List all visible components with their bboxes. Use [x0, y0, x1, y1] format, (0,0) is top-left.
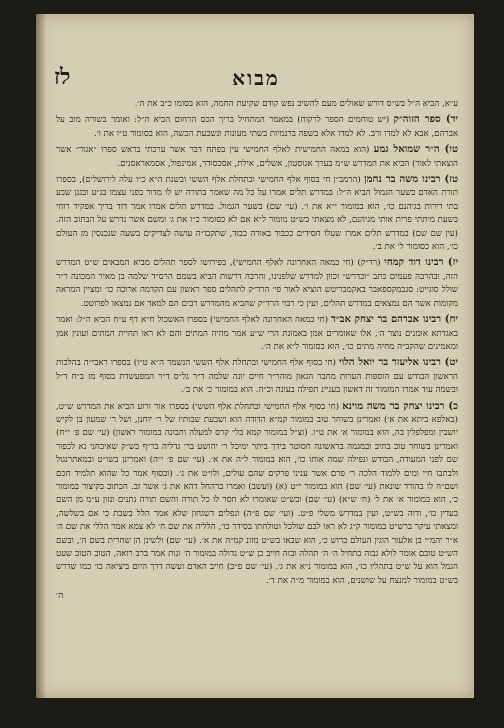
entry-heading: יח) רבינו אברהם בר יצחק אב״ד [331, 314, 458, 326]
entry-19 [56, 356, 458, 397]
entry-20 [56, 400, 458, 589]
entry-heading: כ) רבינו יצחק בר משה מוינא [342, 400, 458, 412]
entry-text: ע״א, הביא ה״ל בש״ס דורש שאולים מעם להשיב נפש קודם שקיעת החמה, הוא בסומו כ״ב את ה׳. [134, 99, 458, 109]
entry-18 [56, 313, 458, 354]
entry-text: (יש טוחמים הספר לרקוח) במאמר המתחיל בריך הכס הרחום הביא ה״ל: ואומר בשורה מוב על אברהם, אבא לא למדו ורב. לא למדו אלא בשפה ברנמיות בשתי מעונות ונשבעת הכשה, הוא בסומור ט״ו את ו׳. [56, 115, 458, 139]
entry-continuation [56, 98, 458, 111]
entry-heading: יד) ספר הזוה״ק [393, 114, 459, 126]
entry-heading: טו) ה״ר שמואל גמע [373, 144, 459, 156]
entry-text: (רד״ק) (חי במאה האחרונה לאלף החמישי), בפירושו לספר תהלים מביא המבאים ש״ט המדרש הזה, ובהרבה פעמים כתב ״ובדרש״ וכוון למדרש שלפנינו, והרבה דרשות הביא בשמם הרס״ד שלמה בן מאיר המכונה ר״ר שולל סוגייט: סגבמקספאבר באקמבריטש הוציא לאור פי׳ הרד״ק לתהלים ספר ראשון עם הקדמה ארוכה כו׳ ומציין המראה מקומות אשר הם נמצאים במדרש תהלים, ועין כי רבוי הרד״ק שהביא מהמדרש רבים הם למאד אם נמצאו לפרוטט. [56, 258, 458, 309]
entry-heading: יז) רבינו דוד קמחי [384, 257, 459, 269]
entry-16 [56, 173, 458, 254]
entry-14 [56, 113, 458, 141]
entry-heading: יט) רבינו אליעזר בר יואל הלוי [338, 357, 459, 369]
entry-text: (הוא במאה החמישית לאלף החמישי עין בפתח דבר אשר ערכתי בראש ספרו ״אגור״ אשר הוצאתי לאור) הביא את המדרש ש״מ בערך אגוסטון, אשלים, אילת, אסכסודר, אמינפול, אסמאראסנים. [56, 145, 458, 169]
page-number: לז [54, 64, 71, 90]
entry-text: (חי בסוף אלף החמישי ובתחלת אלף הששי) בספרו אור זרוע הביא את המדרש ש״ט, (באלפא ביתא את א׳) ואמרינן בשוחר טוב במומור קמ״א הדודה הוא ושבעת שבותיו של ר׳ יוחנן, ושל ר׳ שמעון בן לקיש יושבין ומפלפלין בה, הוא במומור א׳ את ט״ו. (וצ״ל במומור קמא בל״ קרס למעלה והבונה במומור ראשון) (עי׳ שם פ׳ י״ח) ואמרינן בשוחר טוב בתיב ובמגמה בראשונה חסוטר בידך ביתר ימיכל ר׳ יהושע בר׳ גדליה בר״ף בש״ק שאיכחני נא לכפור שם לפני המעודה, הבודש ונפילה שמה אותו כו׳, הוא במומור ל״ה את א׳. (עי׳ שם פ׳ י״ה) ואמרינן בשו״ט ובמאתרנגול ולבתבו חיי ומים ללמוד הלכה ר׳ פרם אשר עניני פרקים שהם עולים, ולו״ט את ג׳. (ובסוף אמר כל שהוא תלמיד חכם ושם״ה לו בהורד שונאת (עי׳ שם) הוא במומור י״ט (א) (ועשב) ואמרו ברהחל דהא את ג׳ אשר זב. הכתוב בקיצור במומור כ׳, הוא במומור א׳ את ל׳ (ח׳ ש״א) (עי׳ שם) ובש״ט שאומרו לא חסר לו כל תורה והשם תורה נתנים ונזון ע״מ מן השם בעדין כו׳, ודוה בש״ט, ועין במדרש משלי פ״ט. (ועי׳ שם פ״ה) ונפלים דשגחון שלא אמר הלל בשבת כי אם בשלשה, ומצאתי עיקר ברש״ט במומור ק״ג לא ראו לבם שולכל וטולחתו בסידר כו׳, הלליה את שם ח׳ לא צמא אמר הללי את שם ה׳ א״ר יהמ״י בן אלעזר הוגין העולם ברוש כ׳, הוא שבאו בש״ט מזונ קמ״ה את א׳. (עי׳ שם) ולשינן הן שחרית בשם ה׳, ובשם הש״ט טובם אומר לולא גבוה בתחיל ה׳ ה׳ תהלה ובזה חייב כן ש״ט גדולה במומור ה׳ ונות אמר ברב רואה, הטוב הטוב שעט הגמל הוא על ש״ט בתהליו כו׳, הוא במומור נ״א את ג׳. (עי׳ שם פ״ב) חייב האדם ועשה דרך היום ביציאה כו׳ כמו שדרש בש״ט במומור למנצח על שושנים, הוא במומור מ״ה את ד׳. [56, 401, 458, 586]
book-page [36, 14, 474, 698]
entry-17 [56, 256, 458, 311]
entry-text: (חי בסוף אלף החמישי ובתחלת אלף הששי הנשמר ה״א ט״ו) בספרו ראבי״ה בהלכות הראשון הבודש עם הוספות הערות מחבר הגאון מוהר״ר חיים יונה שלמה ד״ר גל״ס ד״ר המפעשדת בסוף מז ב״ח ד״ל ובשמה עוד אמרו המזמור זה דאשון בעניינ תפילה בעונה וכ״ה. הוא במומור כ׳ את ב׳. [56, 358, 458, 396]
page-spine-shadow [36, 14, 46, 698]
entry-text: (הרמב״ן חי בסוף אלף החמישי ובתחלת אלף הששי ובשנת ה״א כ״ו עלה לירושלים), בספרו תורת האדם בשער הגמול הביא ה״ל: במדרש תלים אמרו על כל מה שאמר בתורה יש לו מדור בפני עצמו בג״ע ובגגן שבע בתי דירות בגיהנם כו׳, הוא במומור י״א את ו׳. (עי׳ שם) בשער הגמול. במדרש תלים אמרו אמר דוד בריך אפקיד רוחי בשעת מיתתי פרית אותי מגיהנם, לא מצאתי בש״ט מומור ל״א אם לא כסומור כ״ו את ג׳ ומשם אשר נדרש על הבתוב הזה. (עין שם שם) במדרש תלים אמרו שעלו חסידים ככבוד באורה כבוד, שתקבו״ה עושה לצדיקים בשעה שנכנסין מן העולם כו׳, הוא כסומור ל׳ את ב׳. [56, 175, 458, 253]
page-body [56, 98, 458, 686]
entry-text: (חי במאה האחרונה לאלף החמישי) בספרו האשכול ח״א דף ע״ח הביא ה״ל: ואמר באגדתא אומנים נוצר ה׳, אלו שאומרים אמן באמונת הרי ש״ע אמר מהיה המתים והם לא ראו תחיית המתים ועונין אמן ומאמינים שהקב״ה מחיה מתים כו׳, הוא בסומור ל״א את ה׳. [56, 315, 458, 352]
running-title: מבוא [232, 66, 280, 90]
page-header [54, 64, 458, 96]
entry-heading: טז) רבינו משה בר נחמן [364, 174, 459, 186]
entry-15 [56, 143, 458, 171]
signature-mark: ה׳ [56, 591, 64, 602]
